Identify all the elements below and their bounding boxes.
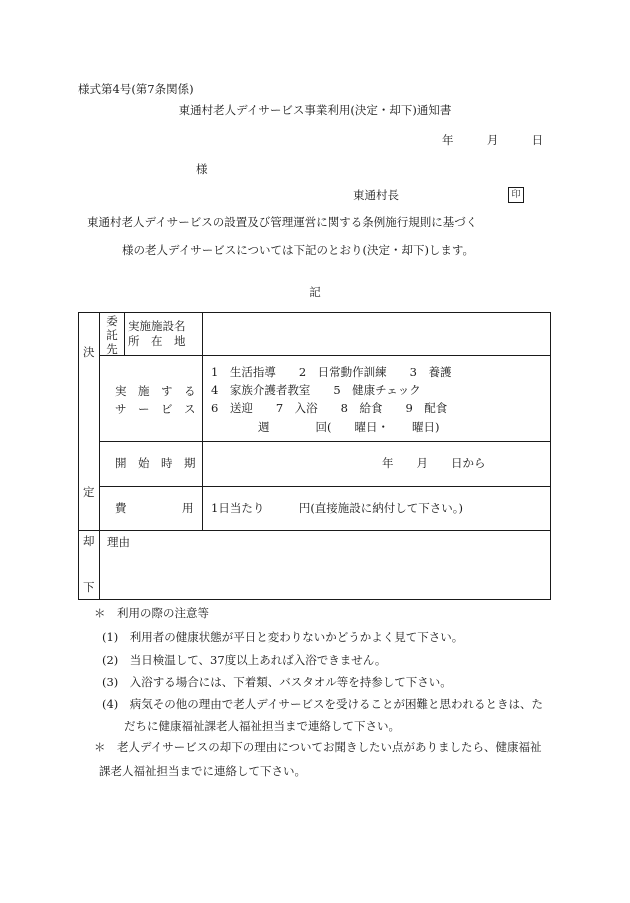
facility-name-label: 実施施設名 [128,319,186,333]
body-line-2: 様の老人デイサービスについては下記のとおり(決定・却下)します。 [122,243,475,257]
decision-label-top: 決 [83,345,95,359]
start-value: 年 月 日から [382,456,486,470]
date-month: 月 [486,133,499,147]
fee-value: 1日当たり 円(直接施設に納付して下さい。) [211,501,464,515]
services-line-3: 6 送迎 7 入浴 8 給食 9 配食 [211,401,448,415]
services-line-4: 週 回( 曜日・ 曜日) [258,420,440,434]
reason-label: 理由 [107,535,130,549]
location-label: 所 在 地 [128,334,186,348]
note-item-4-cont: だちに健康福祉課老人福祉担当まで連絡して下さい。 [124,719,400,733]
document-title: 東通村老人デイサービス事業利用(決定・却下)通知書 [178,103,452,117]
issue-date [442,135,543,147]
decision-table [78,312,551,600]
fee-label-2: 用 [182,501,194,515]
services-label-1: 実 施 す る [115,384,196,398]
fee-label-1: 費 [115,501,127,515]
body-line-1: 東通村老人デイサービスの設置及び管理運営に関する条例施行規則に基づく [87,215,478,229]
notes-heading: ＊ 利用の際の注意等 [94,606,209,620]
note-item-3: (3) 入浴する場合には、下着類、バスタオル等を持参して下さい。 [102,675,452,689]
services-label-2: サ ー ビ ス [115,402,196,416]
rejection-label-top: 却 [83,534,95,548]
note-item-4: (4) 病気その他の理由で老人デイサービスを受けることが困難と思われるときは、た [102,697,543,711]
date-year: 年 [442,133,454,147]
footer-note-line-2: 課老人福祉担当までに連絡して下さい。 [99,764,306,778]
addressee-suffix: 様 [196,162,208,176]
seal-mark: 印 [508,187,524,203]
form-number: 様式第4号(第7条関係) [78,82,194,96]
consignee-label: 委 託 先 [106,314,118,356]
services-line-2: 4 家族介護者教室 5 健康チェック [211,383,421,397]
rejection-label-bottom: 下 [83,580,95,594]
services-line-1: 1 生活指導 2 日常動作訓練 3 養護 [211,365,452,379]
date-day: 日 [531,133,544,147]
ki-heading: 記 [309,285,321,299]
footer-note-line-1: ＊ 老人デイサービスの却下の理由についてお聞きしたい点がありましたら、健康福祉 [94,740,542,754]
start-label: 開 始 時 期 [115,456,196,470]
note-item-1: (1) 利用者の健康状態が平日と変わりないかどうかよく見て下さい。 [102,630,464,644]
decision-label-bottom: 定 [83,485,95,499]
issuer-name: 東通村長 [353,188,399,202]
note-item-2: (2) 当日検温して、37度以上あれば入浴できません。 [102,653,387,667]
